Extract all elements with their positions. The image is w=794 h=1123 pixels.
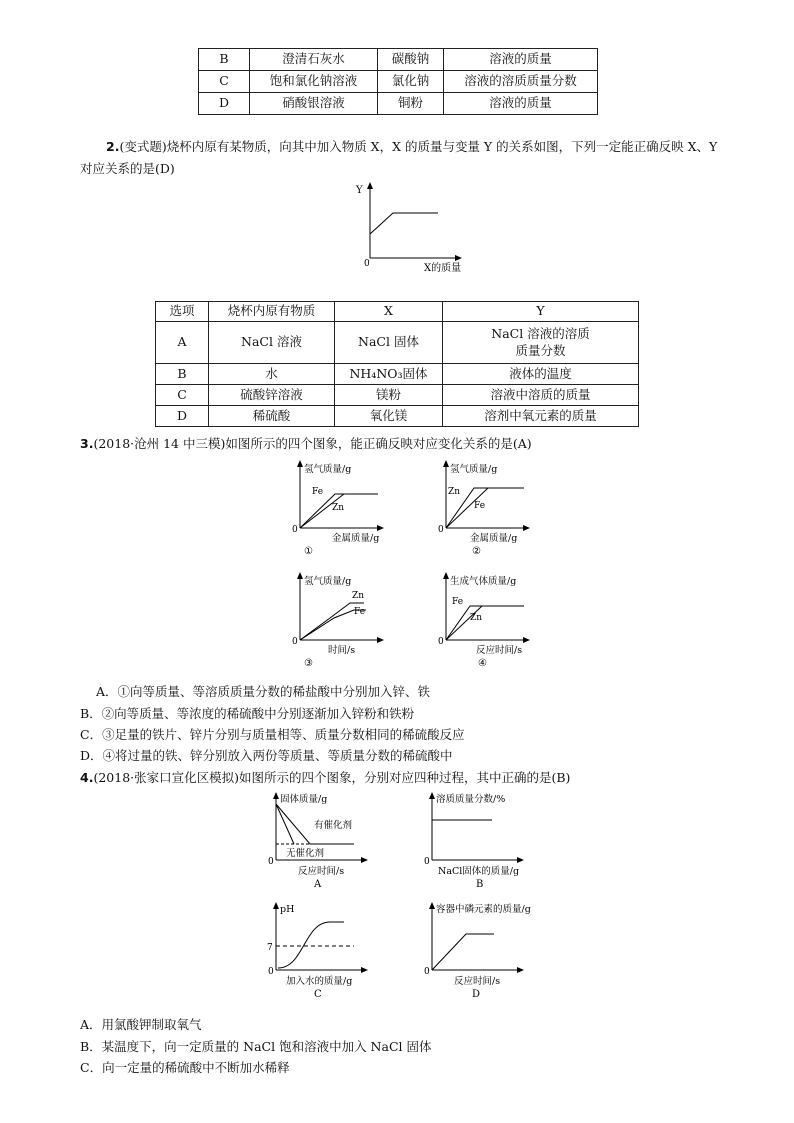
svg-text:0: 0 [424,857,430,867]
q2-line1: 2.(变式题)烧杯内原有某物质，向其中加入物质 X，X 的质量与变量 Y 的关系如图，下列一定能正确反映 X、Y [106,139,718,154]
svg-text:0: 0 [424,967,430,977]
table-row: B 水 NH₄NO₃固体 液体的温度 [156,364,639,385]
q3-graph-4 [434,570,544,672]
svg-text:溶质质量分数/%: 溶质质量分数/% [436,794,506,805]
svg-text:②: ② [472,546,481,557]
svg-text:0: 0 [292,637,298,647]
svg-text:B: B [476,879,484,890]
q2-table [155,301,639,427]
q3-option-c: C．③足量的铁片、锌片分别与质量相等、质量分数相同的稀硫酸反应 [80,727,465,742]
svg-text:有催化剂: 有催化剂 [314,820,353,831]
svg-text:0: 0 [292,525,298,535]
svg-text:金属质量/g: 金属质量/g [332,533,380,544]
svg-text:Zn: Zn [332,503,345,513]
svg-text:Fe: Fe [474,501,486,511]
svg-text:A: A [314,879,322,890]
svg-text:Zn: Zn [448,487,461,497]
q4-option-a: A．用氯酸钾制取氧气 [80,1017,202,1032]
svg-text:①: ① [304,546,313,557]
table-row: D 硝酸银溶液 铜粉 溶液的质量 [199,93,598,115]
svg-text:④: ④ [478,658,487,669]
svg-text:时间/s: 时间/s [328,645,356,656]
q3-option-a: A．①向等质量、等溶质质量分数的稀盐酸中分别加入锌、铁 [96,684,431,699]
q4-graph-c [264,900,384,1000]
svg-text:加入水的质量/g: 加入水的质量/g [286,976,353,987]
svg-text:0: 0 [268,967,274,977]
svg-text:③: ③ [304,658,313,669]
svg-text:氢气质量/g: 氢气质量/g [450,464,498,475]
q3-option-d: D．④将过量的铁、锌分别放入两份等质量、等质量分数的稀硫酸中 [80,748,453,763]
q4-graph-a [264,790,384,890]
svg-text:C: C [314,989,322,1000]
q2-graph-ylabel: Y [356,185,363,196]
q3-graph-1 [288,458,393,560]
q2-graph-xlabel: X的质量 [424,263,462,274]
svg-text:氢气质量/g: 氢气质量/g [304,576,352,587]
q4-line: 4.(2018·张家口宣化区模拟)如图所示的四个图象，分别对应四种过程，其中正确的是(B) [80,770,571,785]
q3-line: 3.(2018·沧州 14 中三模)如图所示的四个图象，能正确反映对应变化关系的是(A) [80,436,532,451]
svg-text:反应时间/s: 反应时间/s [298,866,345,877]
svg-text:容器中磷元素的质量/g: 容器中磷元素的质量/g [436,904,531,915]
table-row: C 饱和氯化钠溶液 氯化钠 溶液的溶质质量分数 [199,71,598,93]
svg-text:反应时间/s: 反应时间/s [476,645,523,656]
table-row: D 稀硫酸 氧化镁 溶剂中氧元素的质量 [156,406,639,427]
svg-text:氢气质量/g: 氢气质量/g [304,464,352,475]
q4-option-c: C．向一定量的稀硫酸中不断加水稀释 [80,1060,290,1075]
q2-number: 2. [106,139,120,154]
q4-number: 4. [80,770,94,785]
svg-text:反应时间/s: 反应时间/s [454,976,501,987]
svg-text:Zn: Zn [470,613,483,623]
q3-graph-3 [288,570,393,672]
svg-text:0: 0 [438,637,444,647]
q3-number: 3. [80,436,94,451]
svg-text:D: D [472,989,481,1000]
table-1 [198,48,598,115]
svg-text:生成气体质量/g: 生成气体质量/g [450,576,517,587]
svg-text:Fe: Fe [312,487,324,497]
q4-option-b: B．某温度下，向一定质量的 NaCl 饱和溶液中加入 NaCl 固体 [80,1039,432,1054]
svg-text:固体质量/g: 固体质量/g [280,794,328,805]
svg-text:0: 0 [438,525,444,535]
svg-text:NaCl固体的质量/g: NaCl固体的质量/g [438,866,520,877]
table-row: B 澄清石灰水 碳酸钠 溶液的质量 [199,49,598,71]
svg-text:Zn: Zn [352,591,365,601]
q2-line2: 对应关系的是(D) [80,161,175,176]
svg-text:Fe: Fe [354,607,366,617]
svg-text:Fe: Fe [452,597,464,607]
q3-graph-2 [434,458,539,560]
q2-graph-origin: 0 [364,259,370,269]
q4-graph-d [420,900,560,1000]
table-row: A NaCl 溶液 NaCl 固体 NaCl 溶液的溶质 质量分数 [156,322,639,364]
table-row: 选项 烧杯内原有物质 X Y [156,302,639,322]
svg-text:7: 7 [267,943,273,953]
svg-text:无催化剂: 无催化剂 [286,848,325,859]
svg-text:金属质量/g: 金属质量/g [470,533,518,544]
svg-text:0: 0 [268,857,274,867]
q4-graph-b [420,790,540,890]
svg-text:pH: pH [280,904,295,915]
q2-graph [350,180,470,275]
q3-option-b: B．②向等质量、等浓度的稀硫酸中分别逐渐加入锌粉和铁粉 [80,706,415,721]
table-row: C 硫酸锌溶液 镁粉 溶液中溶质的质量 [156,385,639,406]
